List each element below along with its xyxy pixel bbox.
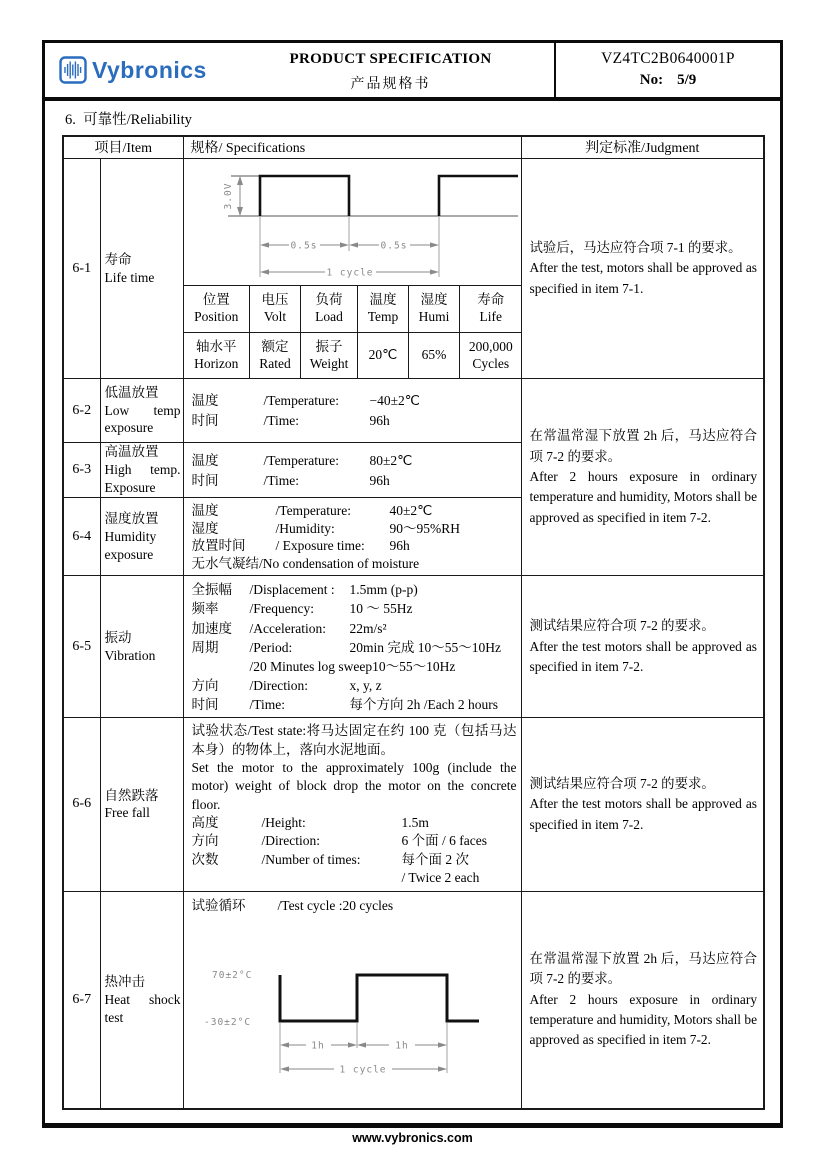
spec-cell	[183, 443, 521, 498]
page-indicator	[556, 72, 780, 89]
title-cn: 产品规格书	[350, 77, 431, 92]
page-border	[42, 40, 783, 1128]
judgment-en: After 2 hours exposure in ordinary temperature and humidity, Motors shall be approved as specified in item 7-2.	[529, 991, 758, 1048]
spec-cell	[183, 891, 521, 1109]
item-name-en: Free fall	[104, 805, 150, 821]
low-temp-label: -30±2°C	[203, 1017, 251, 1029]
cond-header: 位置 Position	[184, 286, 250, 333]
page-number: 5/9	[677, 72, 697, 88]
table-row	[63, 891, 764, 1109]
table-row	[63, 379, 764, 443]
spec-line: 试验循环 /Test cycle :20 cycles	[191, 897, 394, 913]
item-name-cn: 自然跌落	[104, 787, 159, 803]
cond-value: 轴水平 Horizon	[184, 333, 250, 378]
test-state-cn: 试验状态/Test state:将马达固定在约 100 克（包括马达本身）的物体上，落向水泥地面。	[191, 723, 517, 757]
cond-value: 65%	[409, 333, 460, 378]
cond-header: 温度 Temp	[358, 286, 409, 333]
item-id: 6-2	[63, 379, 100, 443]
item-name-cn: 湿度放置	[104, 510, 159, 526]
footer	[0, 1131, 825, 1145]
item-name-cn: 低温放置	[104, 384, 159, 400]
table-header-row	[63, 136, 764, 159]
segment2-label: 0.5s	[380, 240, 407, 252]
document-meta	[554, 43, 780, 97]
spec-line: 温度 /Temperature: −40±2℃	[191, 393, 420, 409]
table-row	[63, 576, 764, 718]
judgment-cn: 测试结果应符合项 7-2 的要求。	[529, 618, 715, 634]
col-header-item: 项目/Item	[63, 136, 183, 159]
cond-header: 电压 Volt	[250, 286, 301, 333]
logo-text: Vybronics	[92, 56, 207, 83]
spec-line: 时间 /Time: 96h	[191, 413, 390, 428]
cond-value: 额定 Rated	[250, 333, 301, 378]
spec-line: 频率 /Frequency: 10 ～ 55Hz	[191, 601, 413, 617]
judgment-cell	[521, 159, 764, 379]
item-id: 6-6	[63, 718, 100, 891]
spec-line: 湿度 /Humidity: 90～95%RH	[191, 520, 461, 536]
spec-cell	[183, 159, 521, 379]
item-name	[100, 718, 183, 891]
table-row	[63, 718, 764, 891]
cond-header: 湿度 Humi	[409, 286, 460, 333]
spec-line: 温度 /Temperature: 80±2℃	[191, 452, 413, 468]
item-id: 6-4	[63, 498, 100, 576]
spec-line: 时间 /Time: 每个方向 2h /Each 2 hours	[191, 697, 498, 713]
spec-line: 方向 /Direction: x, y, z	[191, 677, 382, 693]
judgment-en: After the test motors shall be approved as specified in item 7-2.	[529, 796, 758, 832]
judgment-cell	[521, 718, 764, 891]
cond-header: 负荷 Load	[301, 286, 358, 333]
cond-value: 200,000 Cycles	[460, 333, 522, 378]
item-name-cn: 热冲击	[104, 974, 145, 990]
cycle-label: 1 cycle	[338, 1064, 387, 1076]
spec-line: 温度 /Temperature: 40±2℃	[191, 503, 433, 518]
judgment-cell	[521, 379, 764, 576]
item-name-cn: 高温放置	[104, 444, 159, 460]
item-id: 6-5	[63, 576, 100, 718]
spec-line: / Twice 2 each	[401, 870, 480, 886]
section-title: 6. 可靠性/Reliability	[65, 112, 192, 128]
judgment-en: After the test, motors shall be approved as specified in item 7-1.	[529, 260, 758, 296]
cond-value: 20℃	[358, 333, 409, 378]
segment1-label: 1h	[310, 1040, 325, 1052]
col-header-judgment: 判定标准/Judgment	[521, 136, 764, 159]
life-test-waveform-diagram	[184, 159, 522, 285]
spec-line: 次数 /Number of times: 每个面 2 次	[191, 851, 470, 867]
high-temp-label: 70±2°C	[211, 970, 252, 982]
segment2-label: 1h	[394, 1040, 409, 1052]
voltage-label: 3.0V	[222, 182, 234, 210]
heat-shock-waveform-diagram	[192, 915, 518, 1105]
judgment-cn: 在常温常湿下放置 2h 后，马达应符合项 7-2 的要求。	[529, 428, 758, 464]
item-name	[100, 576, 183, 718]
life-conditions-table	[184, 285, 522, 378]
judgment-en: After 2 hours exposure in ordinary temperature and humidity, Motors shall be approved as specified in item 7-2.	[529, 468, 758, 525]
item-id: 6-1	[63, 159, 100, 379]
brand-logo	[58, 55, 207, 85]
item-name	[100, 443, 183, 498]
judgment-en: After the test motors shall be approved as specified in item 7-2.	[529, 638, 758, 674]
spec-line: 全振幅 /Displacement : 1.5mm (p-p)	[191, 582, 418, 598]
conditions-value-row	[184, 333, 522, 378]
spec-line: 加速度 /Acceleration: 22m/s²	[191, 620, 387, 636]
item-name-en: Heat shock test	[104, 991, 181, 1025]
item-name-en: Vibration	[104, 647, 156, 663]
item-name-en: Life time	[104, 269, 155, 285]
spec-line: 高度 /Height: 1.5m	[191, 815, 429, 831]
spec-line: /20 Minutes log sweep10～55～10Hz	[249, 658, 456, 674]
document-title	[227, 43, 554, 97]
cond-value: 振子 Weight	[301, 333, 358, 378]
footer-url[interactable]: www.vybronics.com	[352, 1131, 473, 1145]
cond-header: 寿命 Life	[460, 286, 522, 333]
item-name	[100, 159, 183, 379]
no-label: No:	[639, 72, 664, 88]
item-id: 6-3	[63, 443, 100, 498]
spec-line: 放置时间 / Exposure time: 96h	[191, 538, 410, 554]
item-name	[100, 498, 183, 576]
judgment-cn: 在常温常湿下放置 2h 后，马达应符合项 7-2 的要求。	[529, 950, 758, 987]
vibration-logo-icon	[58, 55, 88, 85]
segment1-label: 0.5s	[290, 240, 317, 252]
spec-cell	[183, 718, 521, 891]
cycle-label: 1 cycle	[325, 267, 374, 279]
reliability-table	[62, 135, 765, 1110]
table-row	[63, 159, 764, 379]
brand-area	[45, 43, 227, 97]
judgment-cell	[521, 891, 764, 1109]
spec-cell	[183, 379, 521, 443]
col-header-specs: 规格/ Specifications	[183, 136, 521, 159]
spec-line: 方向 /Direction: 6 个面 / 6 faces	[191, 833, 487, 849]
judgment-cell	[521, 576, 764, 718]
item-name-cn: 振动	[104, 629, 132, 645]
spec-cell	[183, 576, 521, 718]
item-name	[100, 891, 183, 1109]
spec-cell	[183, 498, 521, 576]
item-name-en: Humidity exposure	[104, 528, 157, 562]
spec-line: 周期 /Period: 20min 完成 10～55～10Hz	[191, 639, 502, 655]
spec-note: 无水气凝结/No condensation of moisture	[191, 555, 420, 571]
spec-line: 时间 /Time: 96h	[191, 472, 390, 488]
item-name-en: Low temp exposure	[104, 402, 181, 436]
item-name	[100, 379, 183, 443]
doc-number: VZ4TC2B0640001P	[601, 50, 735, 67]
item-name-en: High temp. Exposure	[104, 462, 181, 495]
item-name-cn: 寿命	[104, 251, 132, 267]
item-id: 6-7	[63, 891, 100, 1109]
title-en: PRODUCT SPECIFICATION	[289, 51, 492, 67]
header	[45, 43, 780, 101]
judgment-cn: 试验后，马达应符合项 7-1 的要求。	[529, 239, 742, 255]
test-state-en: Set the motor to the approximately 100g (include the motor) weight of block drop the motor on the concrete floor.	[191, 760, 517, 812]
conditions-header-row	[184, 286, 522, 333]
judgment-cn: 测试结果应符合项 7-2 的要求。	[529, 775, 715, 791]
